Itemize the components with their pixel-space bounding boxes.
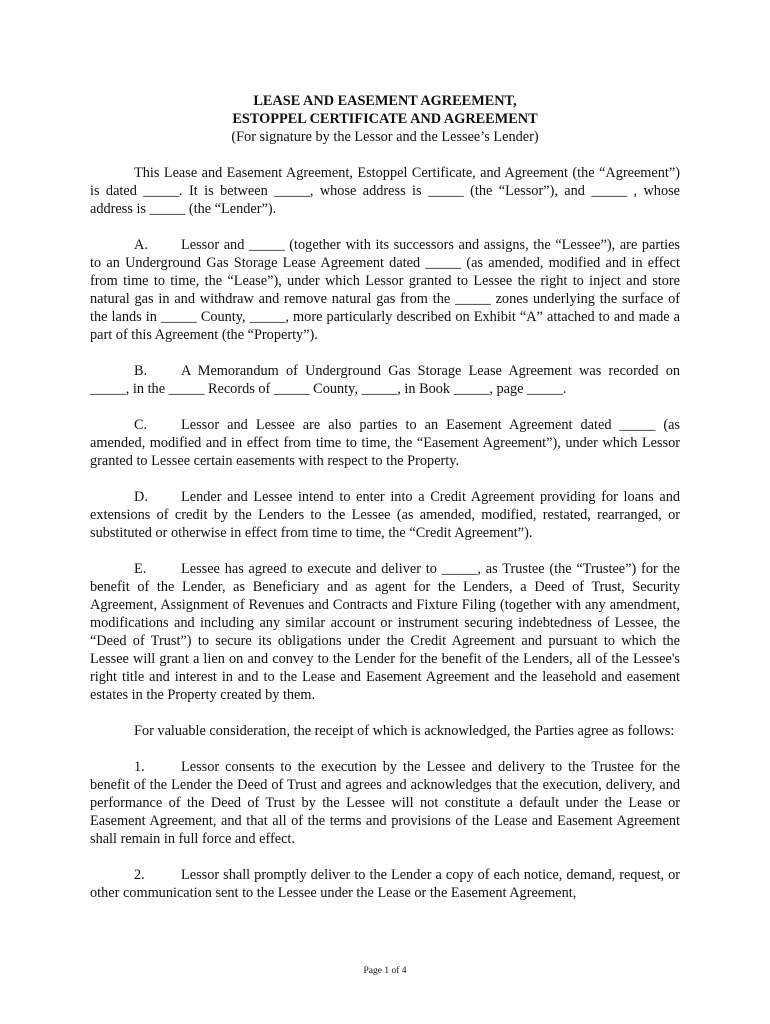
page-number: Page 1 of 4 — [363, 966, 407, 976]
consideration-paragraph: For valuable consideration, the receipt of which is acknowledged, the Parties agree as follows: — [134, 723, 675, 739]
recital-d — [90, 488, 680, 542]
recital-text: Lessor and Lessee are also parties to an Easement Agreement dated _____ (as amended, modified and in effect from time to time, the “Easement Agreement”), under which Lessor granted to Lessee certain easements with respect to the Property. — [90, 417, 680, 469]
recital-text: Lender and Lessee intend to enter into a Credit Agreement providing for loans and extensions of credit by the Lenders to the Lessee (as amended, modified, restated, rearranged, or substituted or otherwise in effect from time to time, the “Credit Agreement”). — [90, 489, 680, 541]
clause-text: Lessor shall promptly deliver to the Lender a copy of each notice, demand, request, or other communication sent to the Lessee under the Lease or the Easement Agreement, — [90, 867, 680, 901]
intro-paragraph: This Lease and Easement Agreement, Estoppel Certificate, and Agreement (the “Agreement”) is dated _____. It is between _____, whose address is _____ (the “Lessor”), and _____ , whose address is _____ (the “Lender”). — [90, 165, 680, 217]
clause-2 — [90, 866, 680, 902]
recital-a — [90, 236, 680, 344]
recital-text: A Memorandum of Underground Gas Storage Lease Agreement was recorded on _____, in the _____ Records of _____ County, _____, in Book _____, page _____. — [90, 363, 680, 397]
recital-label: D. — [134, 489, 148, 505]
clause-label: 1. — [134, 759, 145, 775]
recital-label: B. — [134, 363, 148, 379]
document-title-line-1: LEASE AND EASEMENT AGREEMENT, — [253, 93, 517, 109]
recital-e — [90, 560, 680, 704]
recital-label: A. — [134, 237, 148, 253]
recital-label: E. — [134, 561, 147, 577]
document-page — [90, 92, 680, 920]
recital-text: Lessor and _____ (together with its successors and assigns, the “Lessee”), are parties to an Underground Gas Storage Lease Agreement dated _____ (as amended, modified and in effect from time to time, the “Lease”), under which Lessor granted to Lessee the right to inject and store natural gas in and withdraw and remove natural gas from the _____ zones underlying the surface of the lands in _____ County, _____, more particularly described on Exhibit “A” attached to and made a part of this Agreement (the “Property”). — [90, 237, 680, 343]
recital-c — [90, 416, 680, 470]
recital-text: Lessee has agreed to execute and deliver to _____, as Trustee (the “Trustee”) for the benefit of the Lender, as Beneficiary and as agent for the Lenders, a Deed of Trust, Security Agreement, Assignment of Revenues and Contracts and Fixture Filing (together with any amendment, modifications and including any similar account or instrument securing indebtedness of Lessee, the “Deed of Trust”) to secure its obligations under the Credit Agreement and pursuant to which the Lessee will grant a lien on and convey to the Lender for the benefit of the Lenders, all of the Lessee's right title and interest in and to the Lease and Easement Agreement and the leasehold and easement estates in the Property created by them. — [90, 561, 680, 703]
clause-text: Lessor consents to the execution by the Lessee and delivery to the Trustee for the benefit of the Lender the Deed of Trust and agrees and acknowledges that the execution, delivery, and performance of the Deed of Trust by the Lessee will not constitute a default under the Lease or Easement Agreement, and that all of the terms and provisions of the Lease and Easement Agreement shall remain in full force and effect. — [90, 759, 680, 847]
clause-label: 2. — [134, 867, 145, 883]
document-title-line-2: ESTOPPEL CERTIFICATE AND AGREEMENT — [232, 111, 538, 127]
clause-1 — [90, 758, 680, 848]
document-subtitle: (For signature by the Lessor and the Lessee’s Lender) — [231, 129, 539, 145]
recital-b — [90, 362, 680, 398]
recital-label: C. — [134, 417, 148, 433]
